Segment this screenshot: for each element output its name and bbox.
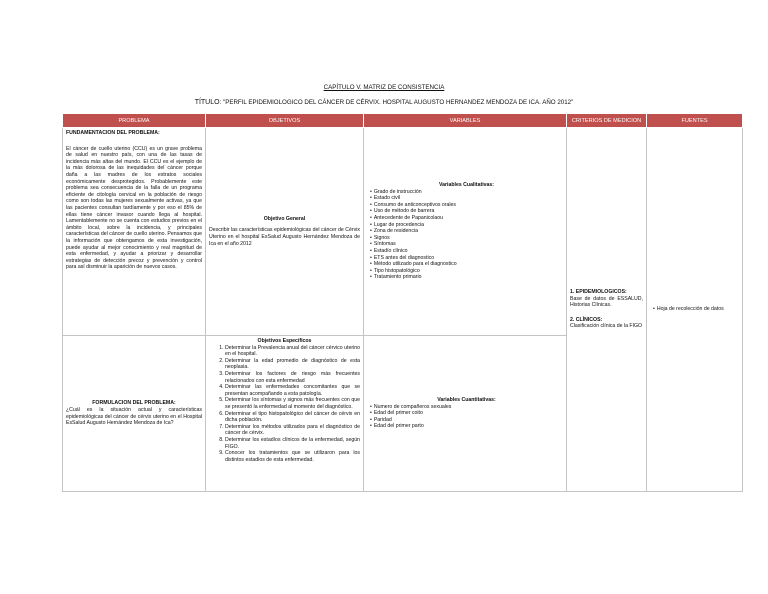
chapter-heading: CAPÍTULO V. MATRIZ DE CONSISTENCIA — [323, 84, 445, 91]
list-item: • Consumo de anticonceptivos orales — [370, 202, 563, 209]
general-objective-text: Describir las características epidemiológicas del cáncer de Cérvix Uterino en el hospital EsSalud Augusto Hernández Mendoza de Ica en el año 2012 — [209, 227, 360, 247]
header-objetivos: OBJETIVOS — [206, 114, 364, 128]
list-item: • Síntomas — [370, 241, 563, 248]
qualitative-heading: Variables Cualitativas: — [438, 182, 495, 189]
list-item: • Tipo histopatológico — [370, 268, 563, 275]
qualitative-variables-cell — [364, 128, 567, 336]
formulation-text: ¿Cuál es la situación actual y características epidemiológicas del cáncer de cérvix uterino en el Hospital EsSalud Augusto Hernández Mendoza de Ica? — [66, 406, 202, 427]
list-item: • Edad del primer parto — [370, 423, 563, 430]
list-item: • ETS antes del diagnostico — [370, 255, 563, 262]
list-item: • Lugar de procedencia — [370, 222, 563, 229]
list-item: • Signos — [370, 235, 563, 242]
header-variables: VARIABLES — [364, 114, 567, 128]
header-row — [63, 114, 743, 128]
fundamentation-text: El cáncer de cuello uterino (CCU) es un grave problema de salud en nuestro país, con una de las tasas de incidencia más altas del mundo. El CCU es el ejemplo de la más dolorosa de las inequidades del cáncer porque daña a las madres de los estratos sociales económicamente desprotegidos. Probablemente este problema sea consecuencia de la falla de un programa eficiente de citología cervical en la población de riesgo como son todas las mujeres sexualmente activas, ya que las pacientes consultan tardíamente y por eso el 85% de ellas tiene cáncer invasor cuando llega al hospital. Lamentablemente no se cuenta con estudios previos en el ámbito local, sobre la incidencia, y principales características del cáncer de cuello uterino. Pensamos que la información que obtengamos de esta investigación, puede ayudar al mejor conocimiento y real magnitud de esta enfermedad, y ayudar a priorizar y desarrollar estrategias de detección precoz y prevención y control para así disminuir la aparición de nuevos casos. — [66, 145, 202, 271]
list-item: 8. Determinar los estadíos clínicos de la enfermedad, según FIGO. — [225, 437, 360, 450]
document-title — [0, 99, 768, 106]
consistency-matrix — [62, 113, 743, 492]
quantitative-variables-cell — [364, 336, 567, 492]
qualitative-list — [370, 189, 563, 281]
list-item: • Tratamiento primario — [370, 274, 563, 281]
list-item: 1. Determinar la Prevalencia anual del cáncer cérvico uterino en el hospital. — [225, 345, 360, 358]
list-item: 7. Determinar los métodos utilizados para el diagnóstico de cáncer de cérvix. — [225, 424, 360, 437]
list-item: • Antecedente de Papanicolaou — [370, 215, 563, 222]
list-item: • Uso de método de barrera — [370, 208, 563, 215]
criteria-clinical-text: Clasificación clínica de la FIGO — [570, 323, 643, 330]
list-item: 9. Conocer los tratamientos que se utilizaron para los distintos estadios de esta enfermedad. — [225, 450, 360, 463]
header-fuentes: FUENTES — [647, 114, 743, 128]
list-item: • Grado de instrucción — [370, 189, 563, 196]
title-label: TÍTULO — [194, 99, 220, 106]
header-problema: PROBLEMA — [63, 114, 206, 128]
list-item: • Estadío clínico — [370, 248, 563, 255]
list-item: 2. Determinar la edad promedio de diagnóstico de esta neoplasia. — [225, 358, 360, 371]
quantitative-heading: Variables Cuantitativas: — [437, 397, 496, 404]
problem-fundamentation-cell — [63, 128, 206, 336]
sources-cell — [647, 128, 743, 492]
list-item: • Paridad — [370, 417, 563, 424]
header-criterios: CRITERIOS DE MEDICION — [567, 114, 647, 128]
specific-objectives-cell — [206, 336, 364, 492]
problem-formulation-cell — [63, 336, 206, 492]
formulation-heading: FORMULACION DEL PROBLEMA: — [92, 400, 176, 407]
list-item: • Edad del primer coito — [370, 410, 563, 417]
list-item: 4. Determinar las enfermedades concomitantes que se presentan acompañando a esta patología. — [225, 384, 360, 397]
specific-objectives-list — [209, 345, 360, 464]
row-fundamentacion — [63, 128, 743, 336]
general-objective-heading: Objetivo General — [263, 215, 306, 222]
sources-list — [653, 306, 739, 313]
criteria-epidemiological-heading: 1. EPIDEMIOLOGICOS: — [570, 289, 627, 296]
criteria-clinical-heading: 2. CLÍNICOS: — [570, 316, 603, 323]
general-objective-cell — [206, 128, 364, 336]
quantitative-list — [370, 404, 563, 430]
criteria-cell — [567, 128, 647, 492]
list-item: 5. Determinar los síntomas y signos más frecuentes con que se presentó la enfermedad al momento del diagnóstico. — [225, 397, 360, 410]
list-item: 3. Determinar los factores de riesgo más frecuentes relacionados con esta enfermedad — [225, 371, 360, 384]
list-item: • Numero de compañeros sexuales — [370, 404, 563, 411]
list-item: • Estado civil — [370, 195, 563, 202]
criteria-epidemiological-text: Base de datos de ESSALUD, Historias Clínicas. — [570, 295, 643, 309]
specific-objectives-heading: Objetivos Específicos — [257, 338, 312, 344]
list-item: • Método utilizado para el diagnostico — [370, 261, 563, 268]
title-text: : "PERFIL EPIDEMIOLOGICO DEL CÁNCER DE CÉRVIX. HOSPITAL AUGUSTO HERNANDEZ MENDOZA DE ICA. AÑO 2012" — [219, 99, 574, 106]
list-item: • Zona de residencia — [370, 228, 563, 235]
list-item: • Hoja de recolección de datos — [653, 306, 739, 313]
fundamentation-heading: FUNDAMENTACION DEL PROBLEMA: — [66, 130, 160, 136]
list-item: 6. Determinar el tipo histopatológico del cáncer de cérvix en dicha población. — [225, 411, 360, 424]
